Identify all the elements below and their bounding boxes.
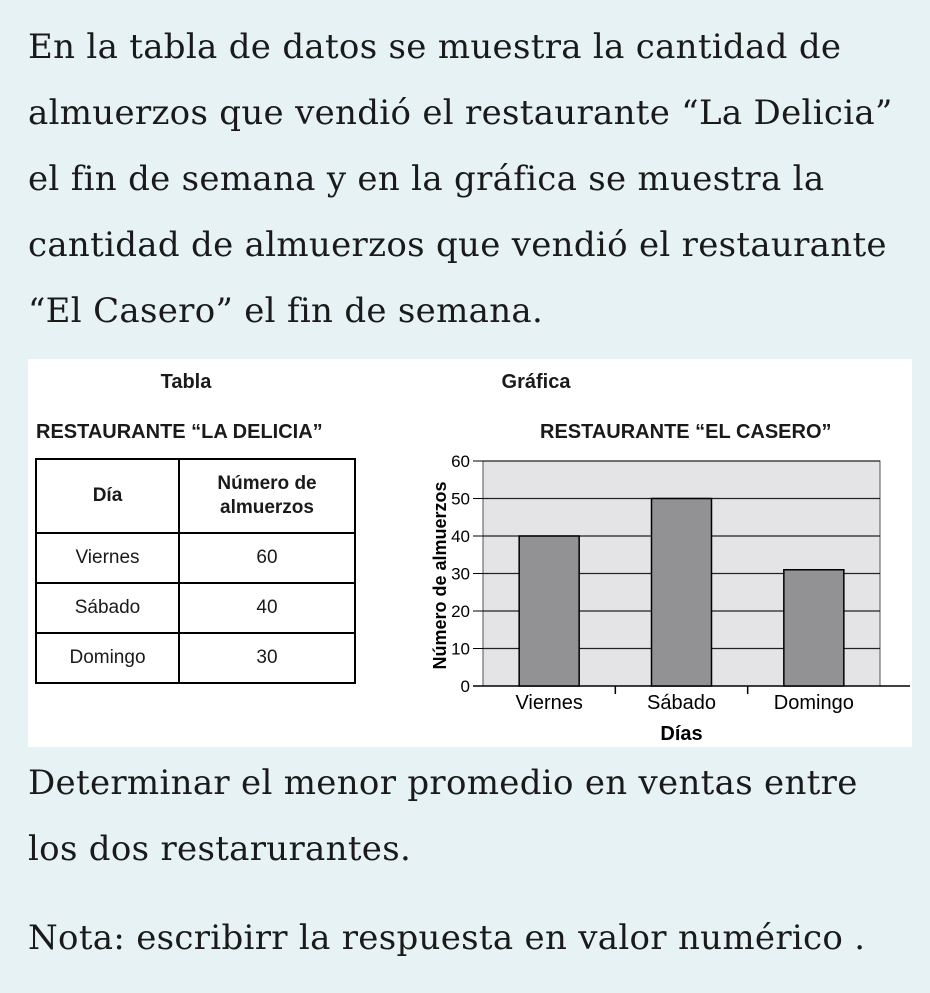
cell-day: Domingo <box>36 633 179 683</box>
y-tick-label: 30 <box>451 564 470 584</box>
y-tick-label: 40 <box>451 527 470 546</box>
cell-count: 60 <box>179 533 355 583</box>
note-text: Nota: escribirr la respuesta en valor numérico . <box>28 918 866 958</box>
cell-day: Viernes <box>36 533 179 583</box>
table-title: RESTAURANTE “LA DELICIA” <box>36 421 323 443</box>
header-day: Día <box>36 459 179 533</box>
problem-statement: En la tabla de datos se muestra la cantidad de almuerzos que vendió el restaurante “La Delicia” el fin de semana y en la gráfica se muestra la cantidad de almuerzos que vendió el restaurante “El Casero” el fin de semana. <box>28 27 893 331</box>
chart-caption: Gráfica <box>501 371 571 393</box>
bar-chart <box>398 449 912 747</box>
y-tick-label: 20 <box>451 602 470 621</box>
x-tick-label: Sábado <box>647 692 716 714</box>
y-tick-label: 60 <box>451 452 470 471</box>
figure-panel <box>28 359 912 747</box>
question-text: Determinar el menor promedio en ventas entre los dos restarurantes. <box>28 763 858 869</box>
table-caption: Tabla <box>160 371 212 393</box>
x-axis-label: Días <box>660 723 703 745</box>
cell-count: 30 <box>179 633 355 683</box>
bar <box>784 570 844 686</box>
header-lunches: Número de almuerzos <box>179 459 355 533</box>
cell-count: 40 <box>179 583 355 633</box>
bar <box>652 499 712 687</box>
table-header-row <box>36 459 355 533</box>
bar <box>519 536 579 686</box>
table-row <box>36 583 355 633</box>
x-tick-label: Viernes <box>515 692 583 714</box>
chart-title: RESTAURANTE “EL CASERO” <box>540 421 832 443</box>
x-tick-label: Domingo <box>773 692 854 714</box>
table-row <box>36 633 355 683</box>
y-tick-label: 0 <box>460 677 470 696</box>
y-tick-label: 10 <box>451 639 470 659</box>
data-table <box>35 458 356 684</box>
cell-day: Sábado <box>36 583 179 633</box>
table-row <box>36 533 355 583</box>
y-axis-label: Número de almuerzos <box>430 481 450 670</box>
y-tick-label: 50 <box>451 489 470 509</box>
